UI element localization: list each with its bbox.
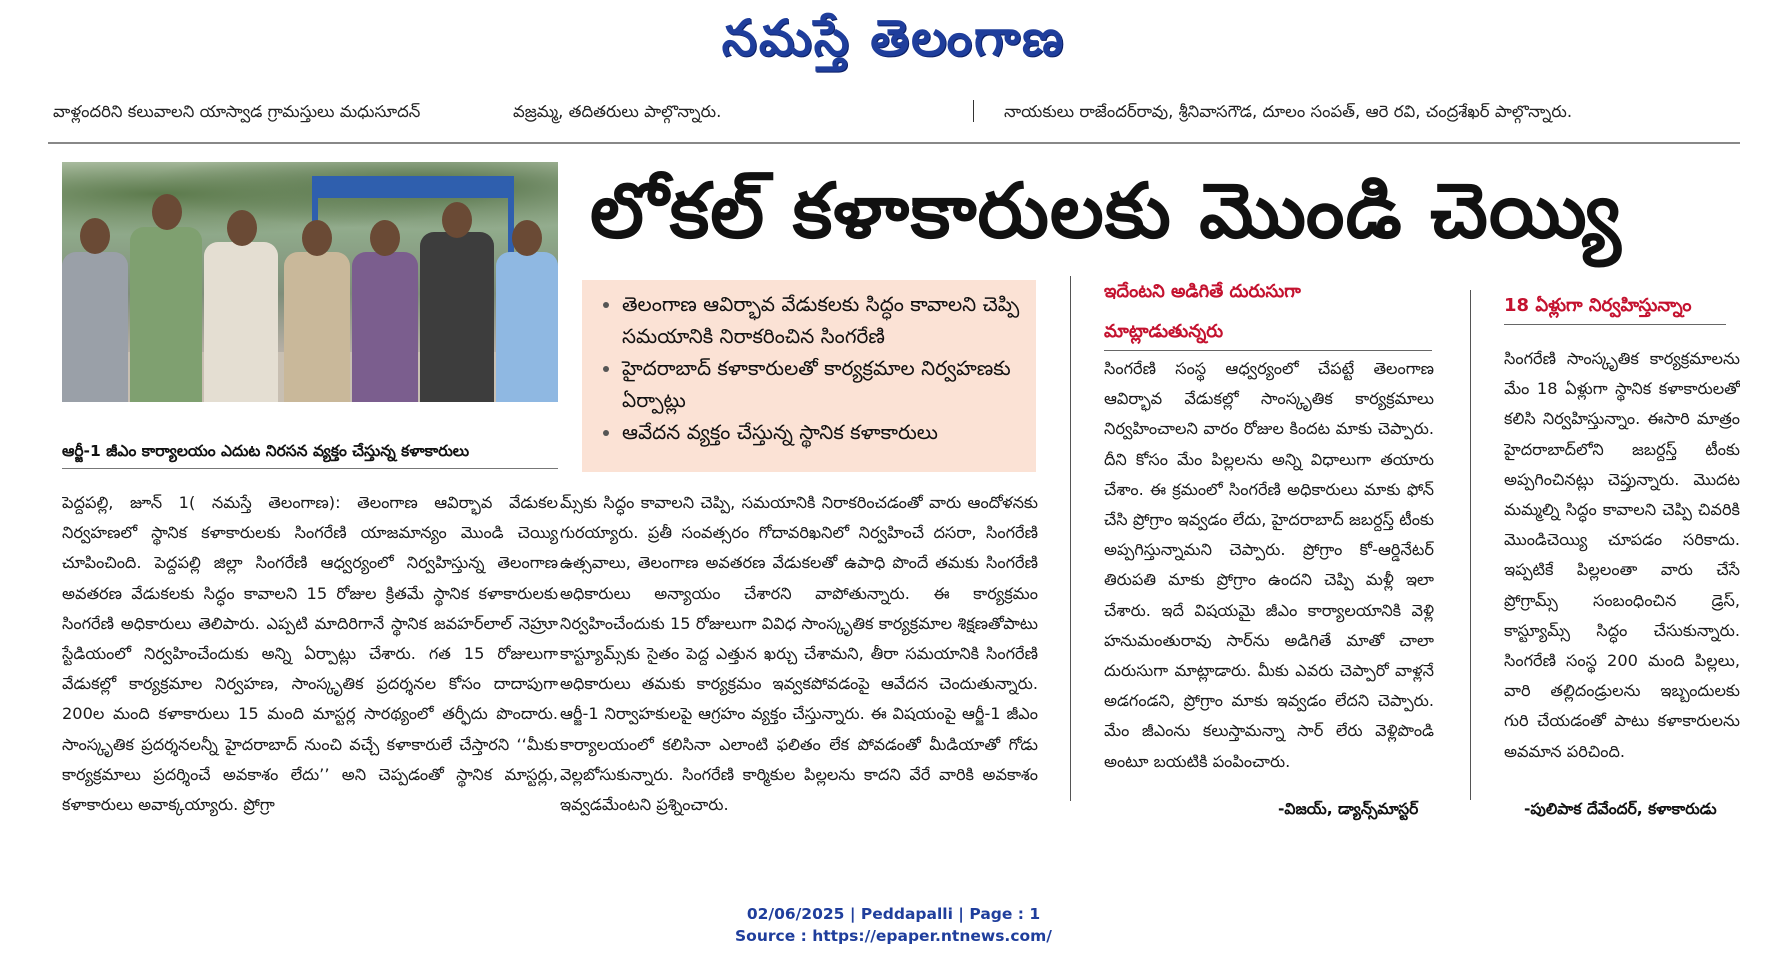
highlight-item: • ఆవేదన వ్యక్తం చేస్తున్న స్థానిక కళాకారులు [622,416,1026,448]
article-headline: లోకల్ కళాకారులకు మొండి చెయ్యి [590,166,1622,255]
column-rule [1070,276,1071,801]
photo-caption: ఆర్జీ-1 జీఎం కార్యాలయం ఎదుట నిరసన వ్యక్తం చేస్తున్న కళాకారులు [62,442,558,469]
protest-photo [62,162,558,402]
heading-underline [1104,350,1432,351]
column-rule [1470,290,1471,800]
footer-source: Source : https://epaper.ntnews.com/ [735,927,1052,945]
section-divider [48,142,1740,144]
sidebar-1-body: సింగరేణి సంస్థ ఆధ్వర్యంలో చేపట్టే తెలంగాణ ఆవిర్భావ వేడుకల్లో సాంస్కృతిక కార్యక్రమాలు నిర్వహించాలని వారం రోజుల కిందట మాకు చెప్పారు. దీని కోసం మేం పిల్లలను అన్ని విధాలుగా తయారు చేశాం. ఈ క్రమంలో సింగరేణి అధికారులు మాకు ఫోన్ చేసి ప్రోగ్రాం ఇవ్వడం లేదు, హైదరాబాద్ జబర్దస్త్ టీంకు అప్పగిస్తున్నామని చెప్పారు. ప్రోగ్రాం కో-ఆర్డినేటర్ తిరుపతి మాకు ప్రోగ్రాం ఉందని చెప్పి మళ్లీ ఇలా చేశారు. ఇదే విషయమై జీఎం కార్యాలయానికి వెళ్లి హనుమంతురావు సార్‌ను అడిగితే మాతో చాలా దురుసుగా మాట్లాడారు. మీకు ఎవరు చెప్పారో వాళ్లనే అడగండని, ప్రోగ్రాం మాకు ఇవ్వడం లేదని చెప్పారు. మేం జీఎంను కలుస్తామన్నా సార్ లేరు వెళ్లిపొండి అంటూ బయటికి పంపించారు. [1104,359,1434,771]
column-separator [973,100,974,122]
highlights-box [582,280,1036,472]
masthead-title: నమస్తే తెలంగాణ [721,8,1066,67]
sidebar-2-byline: -పులిపాక దేవేందర్, కళాకారుడు [1524,800,1717,818]
sidebar-2-body: సింగరేణి సాంస్కృతిక కార్యక్రమాలను మేం 18 ఏళ్లుగా స్థానిక కళాకారులతో కలిసి నిర్వహిస్తున్నాం. ఈసారి మాత్రం హైదరాబాద్‌లోని జబర్దస్త్ టీంకు అప్పగించినట్లు చెప్తున్నారు. మొదట మమ్మల్ని సిద్ధం కావాలని చెప్పి చివరికి మొండిచెయ్యి చూపడం సరికాదు. ఇప్పటికే పిల్లలంతా వారు చేసే ప్రోగ్రామ్స్ సంబంధించిన డ్రెస్, కాస్ట్యూమ్స్ సిద్ధం చేసుకున్నారు. సింగరేణి సంస్థ 200 మంది పిల్లలు, వారి తల్లిదండ్రులను ఇబ్బందులకు గురి చేయడంతో పాటు కళాకారులను అవమాన పరిచింది. [1504,349,1740,761]
previous-story-text-mid: వజ్రమ్మ, తదితరులు పాల్గొన్నారు. [513,102,722,121]
previous-story-text-left: వాళ్లందరిని కలువాలని యాస్వాడ గ్రామస్తులు మధుసూదన్ [53,102,421,121]
footer-dateline: 02/06/2025 | Peddapalli | Page : 1 [746,905,1041,923]
highlight-item: • తెలంగాణ ఆవిర్భావ వేడుకలకు సిద్ధం కావాలని చెప్పి సమయానికి నిరాకరించిన సింగరేణి [622,288,1026,352]
article-body-column-2: మ్స్‌కు సిద్ధం కావాలని చెప్పి, సమయానికి నిరాకరించడంతో వారు ఆందోళనకు గురయ్యారు. ప్రతీ సంవత్సరం గోదావరిఖనిలో నిర్వహించే దసరా, సింగరేణి ఉత్సవాలు, తెలంగాణ అవతరణ వేడుకలతో ఉపాధి పొందే తమకు సింగరేణి అధికారులు అన్యాయం చేశారని వాపోతున్నారు. ఈ కార్యక్రమం నిర్వహించేందుకు 15 రోజులుగా వివిధ సాంస్కృతిక కార్యక్రమాల శిక్షణతోపాటు కాస్ట్యూమ్స్‌కు సైతం పెద్ద ఎత్తున ఖర్చు చేశామని, తీరా సమయానికి సింగరేణి అధికారులు తమకు కార్యక్రమం ఇవ్వకపోవడంపై ఆవేదన చెందుతున్నారు. ఆర్జీ-1 నిర్వాహకులపై ఆగ్రహం వ్యక్తం చేస్తున్నారు. ఈ విషయంపై ఆర్జీ-1 జీఎం కార్యాలయంలో కలిసినా ఎలాంటి ఫలితం లేక పోవడంతో మీడియాతో గోడు వెల్లబోసుకున్నారు. సింగరేణి కార్మికుల పిల్లలను కాదని వేరే వారికి అవకాశం ఇవ్వడమేంటని ప్రశ్నించారు. [560,493,1038,815]
article-body-column-1: పెద్దపల్లి, జూన్ 1( నమస్తే తెలంగాణ): తెలంగాణ ఆవిర్భావ వేడుకల నిర్వహణలో స్థానిక కళాకారులకు సింగరేణి యాజమాన్యం మొండి చెయ్యి చూపించింది. పెద్దపల్లి జిల్లా సింగరేణి ఆధ్వర్యంలో నిర్వహిస్తున్న తెలంగాణ అవతరణ వేడుకలకు సిద్ధం కావాలని 15 రోజుల క్రితమే స్థానిక కళాకారులకు సింగరేణి అధికారులు తెలిపారు. ఎప్పటి మాదిరిగానే స్థానిక జవహర్‌లాల్ నెహ్రూ స్టేడియంలో నిర్వహించేందుకు అన్ని ఏర్పాట్లు చేశారు. గత 15 రోజులుగా వేడుకల్లో కార్యక్రమాల నిర్వహణ, సాంస్కృతిక ప్రదర్శనల కోసం దాదాపుగా 200ల మంది కళాకారులు 15 మంది మాస్టర్ల సారథ్యంలో తర్ఫీదు పొందారు. సాంస్కృతిక ప్రదర్శనలన్నీ హైదరాబాద్ నుంచి వచ్చే కళాకారులే చేస్తారని ‘‘మీకు కార్యక్రమాలు ప్రదర్శించే అవకాశం లేదు’’ అని చెప్పడంతో స్థానిక మాస్టర్లు, కళాకారులు అవాక్కయ్యారు. ప్రోగ్రా [62,493,558,815]
highlight-item: • హైదరాబాద్ కళాకారులతో కార్యక్రమాల నిర్వహణకు ఏర్పాట్లు [622,352,1026,416]
heading-underline [1504,324,1726,325]
sidebar-2-heading: 18 ఏళ్లుగా నిర్వహిస్తున్నాం [1504,295,1692,316]
previous-story-text-right: నాయకులు రాజేందర్‌రావు, శ్రీనివాసగౌడ, దూలం సంపత్, ఆరె రవి, చంద్రశేఖర్ పాల్గొన్నారు. [1004,102,1573,121]
sidebar-1-byline: -విజయ్, డ్యాన్స్‌మాస్టర్ [1278,800,1419,818]
sidebar-1-heading: ఇదేంటని అడిగితే దురుసుగా మాట్లాడుతున్నరు [1104,281,1301,342]
